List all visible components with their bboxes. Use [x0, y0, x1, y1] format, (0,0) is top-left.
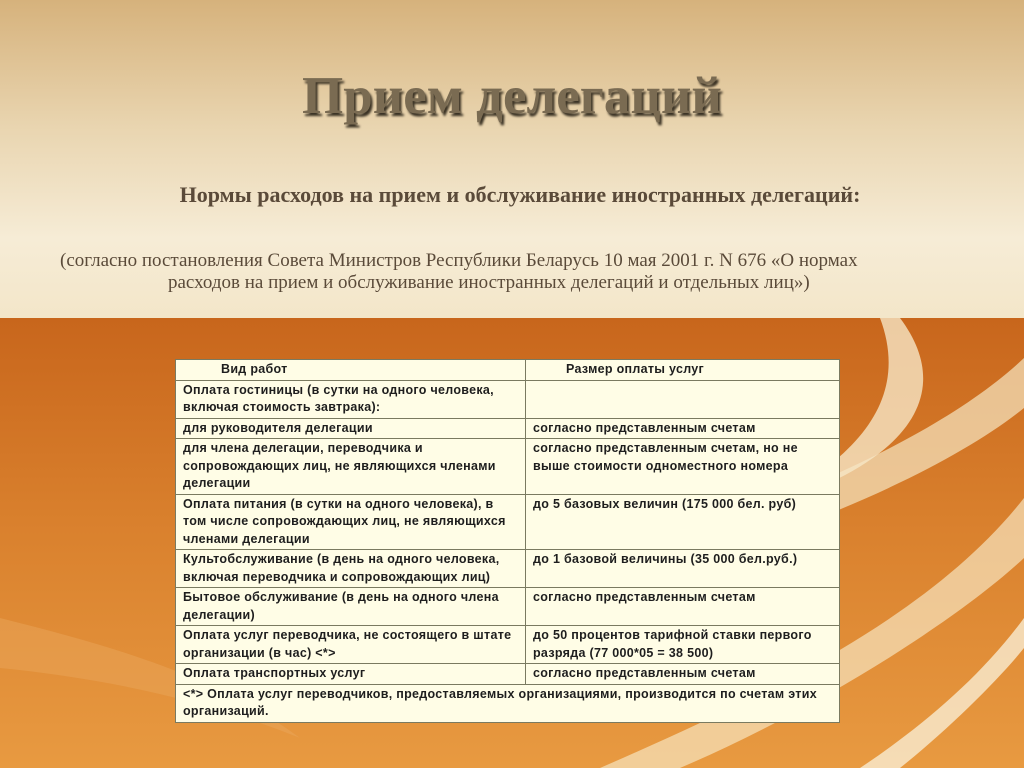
- expense-norms-table: [175, 359, 840, 723]
- column-header-work-type: Вид работ: [176, 360, 526, 381]
- cell-work-type: Оплата гостиницы (в сутки на одного человека, включая стоимость завтрака):: [176, 380, 526, 418]
- cell-work-type: Оплата услуг переводчика, не состоящего в штате организации (в час) <*>: [176, 626, 526, 664]
- table-row: [176, 418, 840, 439]
- cell-work-type: для члена делегации, переводчика и сопровождающих лиц, не являющихся членами делегации: [176, 439, 526, 495]
- table-footnote: <*> Оплата услуг переводчиков, предоставляемых организациями, производится по счетам этих организаций.: [176, 684, 840, 722]
- cell-payment: согласно представленным счетам: [526, 418, 840, 439]
- cell-work-type: Оплата питания (в сутки на одного человека), в том числе сопровождающих лиц, не являющихся членами делегации: [176, 494, 526, 550]
- column-header-payment: Размер оплаты услуг: [526, 360, 840, 381]
- cell-payment: до 1 базовой величины (35 000 бел.руб.): [526, 550, 840, 588]
- table-row: [176, 380, 840, 418]
- table-row: [176, 439, 840, 495]
- cell-work-type: Оплата транспортных услуг: [176, 664, 526, 685]
- legal-reference: [60, 250, 1000, 294]
- table-row: [176, 550, 840, 588]
- table-row: [176, 664, 840, 685]
- legal-reference-line2: расходов на прием и обслуживание иностранных делегаций и отдельных лиц»): [168, 272, 810, 293]
- table-header-row: [176, 360, 840, 381]
- cell-work-type: Культобслуживание (в день на одного человека, включая переводчика и сопровождающих лиц): [176, 550, 526, 588]
- cell-payment: согласно представленным счетам: [526, 664, 840, 685]
- cell-payment: до 5 базовых величин (175 000 бел. руб): [526, 494, 840, 550]
- cell-work-type: для руководителя делегации: [176, 418, 526, 439]
- legal-reference-line1: (согласно постановления Совета Министров Республики Беларусь 10 мая 2001 г. N 676 «О нормах: [60, 250, 858, 271]
- table-row: [176, 588, 840, 626]
- table-row: [176, 626, 840, 664]
- cell-work-type: Бытовое обслуживание (в день на одного члена делегации): [176, 588, 526, 626]
- table-note-row: [176, 684, 840, 722]
- cell-payment: до 50 процентов тарифной ставки первого разряда (77 000*05 = 38 500): [526, 626, 840, 664]
- table-row: [176, 494, 840, 550]
- cell-payment: [526, 380, 840, 418]
- cell-payment: согласно представленным счетам, но не выше стоимости одноместного номера: [526, 439, 840, 495]
- page-title: Прием делегаций: [302, 67, 722, 125]
- page-subtitle: Нормы расходов на прием и обслуживание иностранных делегаций:: [179, 182, 861, 207]
- cell-payment: согласно представленным счетам: [526, 588, 840, 626]
